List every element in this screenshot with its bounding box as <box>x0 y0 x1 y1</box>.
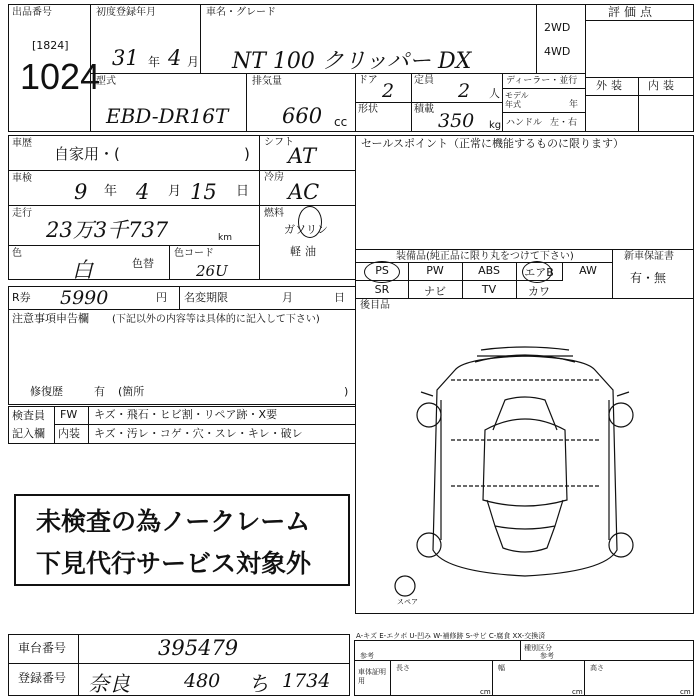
notes-label: 注意事項申告欄 <box>12 312 89 325</box>
width-label: 幅 <box>498 664 505 672</box>
model-year-unit: 年 <box>569 100 579 110</box>
color-code-label: 色コード <box>174 248 214 259</box>
cert-vline3 <box>584 660 585 696</box>
dealer-divider <box>502 88 586 89</box>
shift-label: シフト <box>264 137 294 148</box>
shaken-box <box>8 170 260 206</box>
seat-label: 後目品 <box>360 300 390 311</box>
mileage-unit: km <box>218 233 232 243</box>
rear-window <box>487 500 563 529</box>
model-year-label: モデル年式 <box>505 91 529 109</box>
eq-v4 <box>562 262 563 281</box>
transfer-month-unit: 月 <box>282 291 293 304</box>
color-code-value: 26U <box>196 262 228 280</box>
mileage-label: 走行 <box>12 208 32 219</box>
inspector-vdivider <box>54 406 55 444</box>
interior-label: 内装 <box>648 79 678 92</box>
warranty-value: 有・無 <box>630 271 667 285</box>
cargo-bed <box>495 526 555 552</box>
equip-sr: SR <box>374 283 390 296</box>
wheel-front-left <box>417 403 441 427</box>
first-reg-year: 31 <box>112 46 139 70</box>
spare-wheel <box>395 576 415 596</box>
shaken-month: 4 <box>136 180 150 204</box>
category-value: 自家用・( <box>54 145 120 163</box>
fw-label: FW <box>60 408 78 421</box>
first-reg-month-unit: 月 <box>187 55 200 69</box>
ext-int-divider <box>585 95 694 96</box>
category-label: 車歴 <box>12 138 32 149</box>
spare-label: スペア <box>397 598 418 606</box>
equipment-vline <box>612 249 613 299</box>
cert-ref-2: 参考 <box>540 652 554 660</box>
equip-ps-circle <box>364 261 400 283</box>
capacity-unit: 人 <box>489 87 500 100</box>
equip-pw: PW <box>426 264 444 277</box>
fw-text: キズ・飛石・ヒビ割・リペア跡・X要 <box>94 408 278 421</box>
recycle-value: 5990 <box>60 287 109 309</box>
doors-label: ドア <box>358 75 378 86</box>
chassis-vline <box>78 634 79 664</box>
first-reg-month: 4 <box>168 46 182 70</box>
cert-hline <box>354 660 694 661</box>
cert-label: 車体証明用 <box>358 668 386 685</box>
windshield <box>493 397 557 430</box>
vehicle-damage-diagram <box>355 300 694 612</box>
grade-divider <box>585 20 694 21</box>
category-box <box>8 135 260 171</box>
chassis-value: 395479 <box>158 636 239 660</box>
length-label: 長さ <box>396 664 410 672</box>
transfer-label: 名変期限 <box>184 291 228 304</box>
shape-label: 形状 <box>358 104 378 115</box>
repair-close: ) <box>344 385 349 398</box>
fuel-gasoline: ガソリン <box>284 223 328 236</box>
dealer-label: ディーラー・並行 <box>506 76 578 86</box>
length-unit: cm <box>480 688 491 696</box>
cert-vline2 <box>492 660 493 696</box>
height-label: 高さ <box>590 664 604 672</box>
height-unit: cm <box>680 688 691 696</box>
inspector-hdivider <box>54 424 356 425</box>
handle-divider <box>502 112 586 113</box>
color-change-label: 色替 <box>132 257 154 270</box>
capacity-value: 2 <box>458 80 471 102</box>
record-label: 記入欄 <box>12 427 45 440</box>
cert-vline-top <box>520 640 521 660</box>
ac-label: 冷房 <box>264 172 284 183</box>
equip-abs: ABS <box>478 264 500 277</box>
plate-region: 奈良 <box>88 672 130 696</box>
equip-aw: AW <box>579 264 597 277</box>
equip-leather: カワ <box>528 285 550 298</box>
lot-label: 出品番号 <box>12 7 52 18</box>
chassis-label: 車台番号 <box>18 641 67 655</box>
first-reg-label: 初度登録年月 <box>96 7 156 18</box>
shaken-label: 車検 <box>12 173 32 184</box>
inspector-vdivider2 <box>88 406 89 444</box>
interior-note-label: 内装 <box>58 427 80 440</box>
wheel-rear-left <box>417 533 441 557</box>
load-unit: kg <box>489 120 502 131</box>
plate-kana: ち <box>248 672 269 696</box>
equip-ps: PS <box>375 264 389 277</box>
equipment-label: 装備品(純正品に限り丸をつけて下さい) <box>396 251 574 262</box>
warranty-label: 新車保証書 <box>624 251 674 262</box>
body-outline <box>433 356 617 576</box>
handle-options: 左・右 <box>550 118 578 128</box>
mirrors <box>421 392 629 396</box>
eq-v3 <box>516 262 517 299</box>
width-unit: cm <box>572 688 583 696</box>
load-value: 350 <box>438 110 475 132</box>
capacity-label: 定員 <box>414 75 434 86</box>
recycle-unit: 円 <box>156 291 167 304</box>
ext-int-vdivider <box>638 77 639 132</box>
eq-v2 <box>462 262 463 299</box>
repair-value: 有 <box>94 385 105 398</box>
notes-hint: (下記以外の内容等は具体的に記入して下さい) <box>112 314 320 325</box>
cab-roof <box>483 419 567 506</box>
fuel-gasoline-circle <box>298 206 322 238</box>
shaken-day-unit: 日 <box>236 184 250 199</box>
exterior-label: 外装 <box>596 79 626 92</box>
wheel-front-right <box>609 403 633 427</box>
sales-point-label: セールスポイント（正常に機能するものに限ります） <box>361 137 625 150</box>
kind-label: 種別区分 <box>524 644 552 652</box>
damage-legend: A-キズ E-エクボ U-凹み W-補修跡 S-サビ C-腐食 XX-交換済 <box>356 632 546 640</box>
name-label: 車名・グレード <box>206 7 276 18</box>
model-label: 型式 <box>96 76 116 87</box>
sales-point-box <box>355 135 694 250</box>
equip-airbag-circle <box>522 261 552 283</box>
plate-label: 登録番号 <box>18 671 67 685</box>
displacement-unit: cc <box>334 115 348 129</box>
hood-lines <box>451 380 599 486</box>
shaken-year-unit: 年 <box>104 184 118 199</box>
shaken-year: 9 <box>74 180 88 204</box>
shift-value: AT <box>288 144 317 168</box>
plate-vline <box>78 663 79 696</box>
handle-label: ハンドル <box>506 118 543 128</box>
model-value: EBD-DR16T <box>106 104 229 128</box>
inspector-label: 検査員 <box>12 409 45 422</box>
fuel-label: 燃料 <box>264 208 284 219</box>
grade-label: 評価点 <box>608 5 657 19</box>
repair-label: 修復歴 <box>30 385 63 398</box>
equip-navi: ナビ <box>424 285 446 298</box>
color-label: 色 <box>12 248 22 259</box>
car-name: NT 100 クリッパー DX <box>232 49 472 74</box>
wheel-rear-right <box>609 533 633 557</box>
drive-2wd: 2WD <box>544 21 571 34</box>
cert-vline1 <box>390 660 391 696</box>
lot-number: 1024 <box>20 56 101 97</box>
transfer-day-unit: 日 <box>334 291 345 304</box>
plate-number: 1734 <box>282 670 331 692</box>
category-close: ) <box>244 145 250 163</box>
first-reg-year-unit: 年 <box>148 55 161 69</box>
repair-place: (箇所 <box>118 385 145 398</box>
stamp-line-1: 未検査の為ノークレーム <box>36 508 311 536</box>
eq-v1 <box>408 262 409 299</box>
mileage-value: 23万3千737 <box>46 218 169 242</box>
doors-value: 2 <box>382 80 395 102</box>
fuel-diesel: 軽油 <box>290 245 320 258</box>
color-value: 白 <box>72 258 93 282</box>
cert-ref-1: 参考 <box>360 652 374 660</box>
interior-note-text: キズ・汚レ・コゲ・穴・スレ・キレ・破レ <box>94 427 303 440</box>
plate-class: 480 <box>184 670 221 692</box>
shaken-day: 15 <box>190 180 217 204</box>
displacement-value: 660 <box>282 104 323 128</box>
equip-airbag: エアB <box>524 266 554 279</box>
drive-4wd: 4WD <box>544 45 571 58</box>
drive-box <box>536 4 586 74</box>
shaken-month-unit: 月 <box>168 184 182 199</box>
displacement-label: 排気量 <box>252 76 282 87</box>
equip-tv: TV <box>481 283 497 296</box>
recycle-label: R券 <box>12 291 31 304</box>
ac-value: AC <box>288 180 320 204</box>
load-label: 積載 <box>414 104 434 115</box>
stamp-line-2: 下見代行サービス対象外 <box>36 550 312 578</box>
lot-bracket: [1824] <box>32 39 69 52</box>
